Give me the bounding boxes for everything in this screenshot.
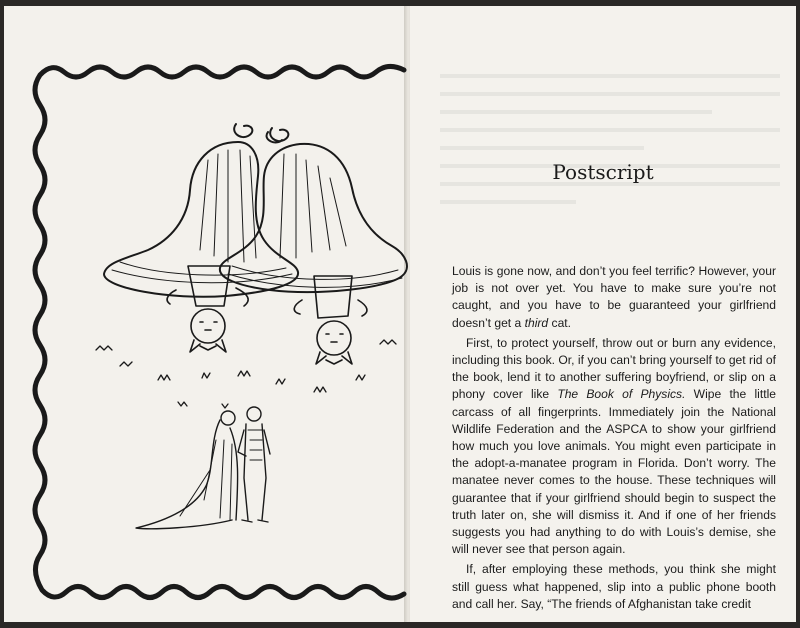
paragraph <box>452 561 776 613</box>
body-text <box>452 263 776 616</box>
bell-hanger-right <box>267 128 289 142</box>
paragraph-text: First, to protect yourself, throw out or burn any evidence, including this book. Or, if you can’t bring yourself to get rid of the book, lend it to another suffering boyfriend, or slip on a phony cover like <box>452 335 776 402</box>
ringing-motion-lines <box>96 340 396 408</box>
bell-left <box>104 142 298 297</box>
bell-right <box>220 144 407 292</box>
paragraph <box>452 335 776 559</box>
bell-hanger-left <box>234 124 252 137</box>
page-title: Postscript <box>552 160 654 184</box>
paragraph-text: If, after employing these methods, you think she might still guess what happened, slip into a public phone booth and call her. Say, “The friends of Afghanistan take credit <box>452 562 776 611</box>
paragraph <box>452 263 776 332</box>
paragraph-text: Louis is gone now, and don’t you feel terrific? However, your job is not over yet. You have to make sure you’re not caught, and you have to be guaranteed your girlfriend doesn’t get a <box>452 264 776 330</box>
bride-figure <box>136 411 238 529</box>
paragraph-text: cat. <box>548 315 572 330</box>
emphasis-text: The Book of Physics. <box>557 387 686 402</box>
paragraph-text: Wipe the little carcass of all fingerprints. Immediately join the National Wildlife Federation and the ASPCA to show your girlfriend how much you love animals. You might even participate in the adopt-a-manatee program in Florida. Don’t worry. The manatee never comes to the house. These techniques will guarantee that if your girlfriend should begin to suspect the truth later on, she will dismiss it. And if one of her friends suggests you had anything to do with Louis’s demise, she will never see that person again. <box>452 387 776 557</box>
groom-figure <box>238 407 270 522</box>
emphasis-text: third <box>524 315 549 330</box>
cat-clapper-left <box>167 266 248 352</box>
